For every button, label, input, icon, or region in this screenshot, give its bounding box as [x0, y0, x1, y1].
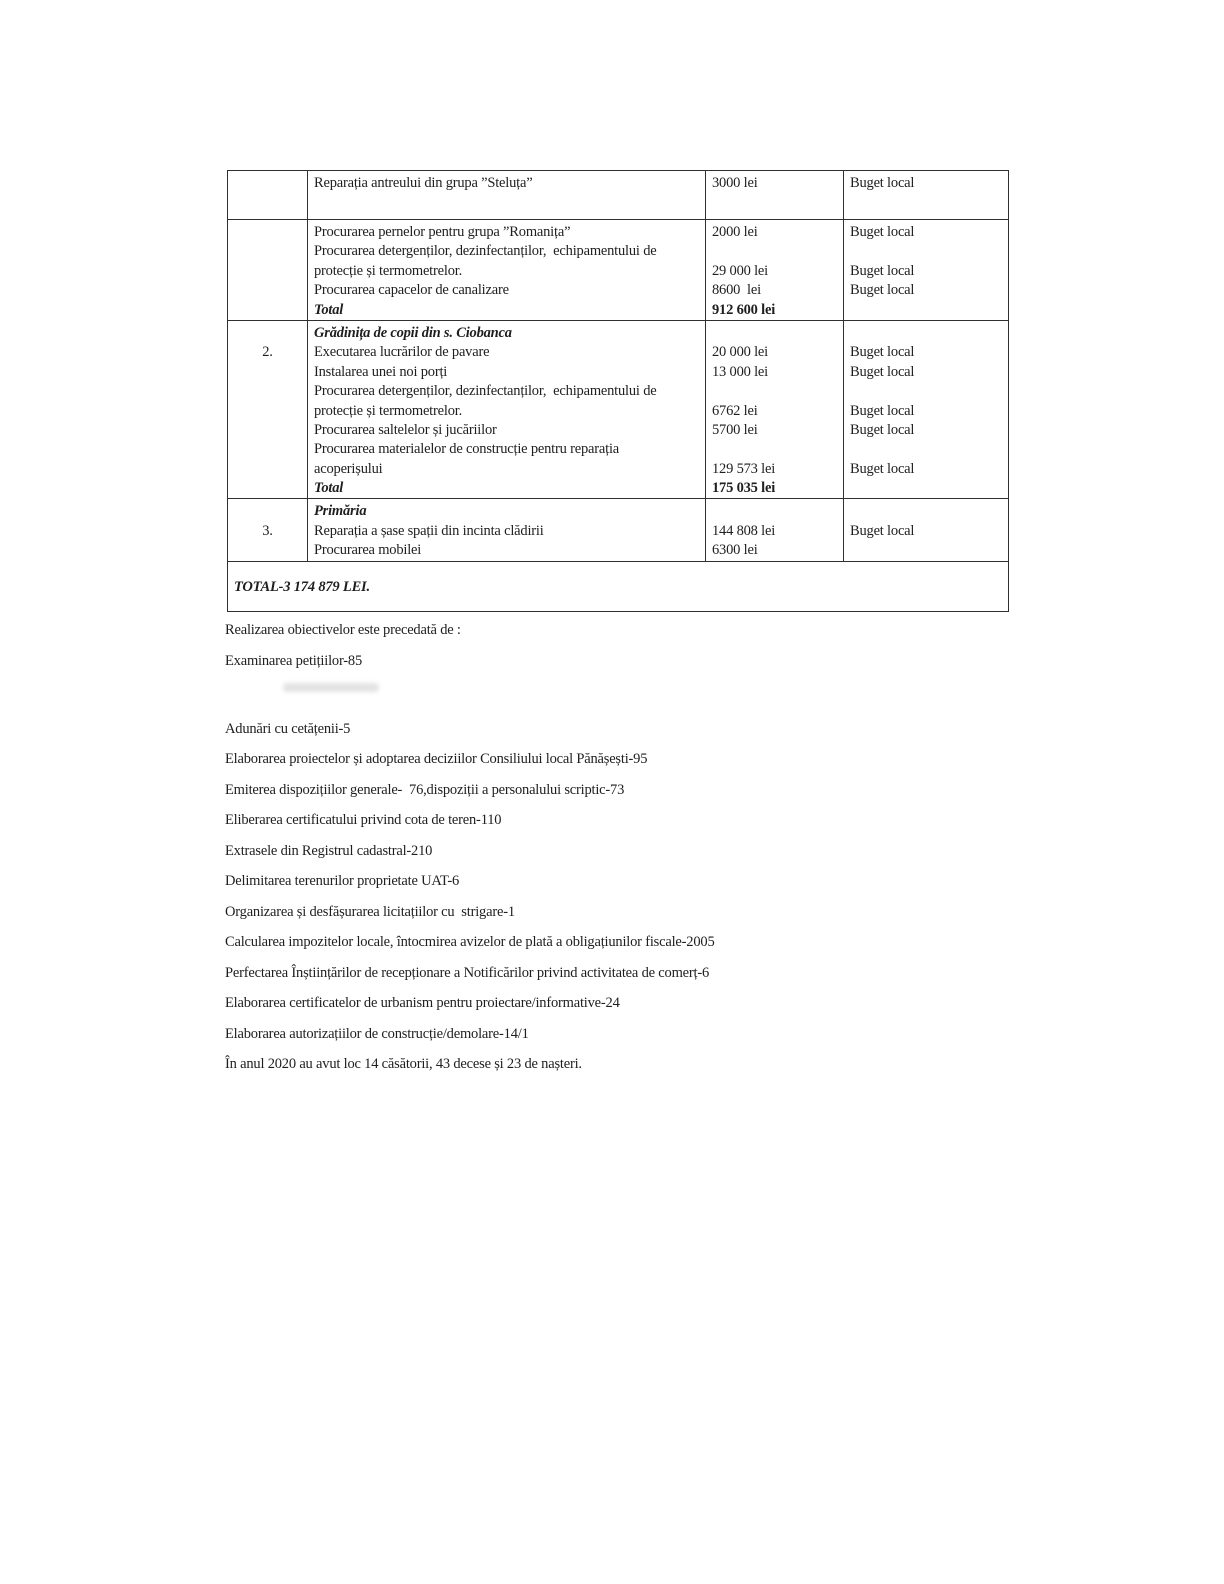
description-line: Procurarea capacelor de canalizare	[314, 282, 509, 299]
total-amount-line: 912 600 lei	[712, 301, 776, 318]
amount-line: 29 000 lei	[712, 262, 768, 279]
amount-line: 13 000 lei	[712, 363, 768, 380]
source-line	[850, 440, 1002, 459]
section-title-line: Grădinița de copii din s. Ciobanca	[314, 324, 512, 341]
source-line: Buget local	[850, 460, 915, 477]
amount-line: 5700 lei	[712, 421, 758, 438]
total-amount-line: 175 035 lei	[712, 480, 776, 497]
row-number-cell	[228, 171, 308, 220]
amount-cell	[706, 171, 844, 220]
paragraph-line: Realizarea obiectivelor este precedată de :	[225, 622, 461, 638]
amount-line: 8600 lei	[712, 282, 761, 299]
source-line	[850, 301, 1002, 320]
description-line: Procurarea saltelelor și jucăriilor	[314, 421, 497, 438]
description-line: protecție și termometrelor.	[314, 402, 463, 419]
table-row	[228, 220, 1009, 321]
paragraph-line: Emiterea dispozițiilor generale- 76,dispoziții a personalului scriptic-73	[225, 781, 625, 798]
amount-cell	[706, 220, 844, 321]
table-row	[228, 171, 1009, 220]
source-line	[850, 479, 1002, 498]
source-line: Buget local	[850, 402, 915, 419]
paragraph-line: Delimitarea terenurilor proprietate UAT-6	[225, 873, 460, 889]
amount-line	[712, 242, 837, 261]
source-line: Buget local	[850, 522, 915, 539]
paragraph-line: Elaborarea autorizațiilor de construcție/demolare-14/1	[225, 1025, 529, 1042]
source-line	[850, 541, 1002, 560]
amount-cell	[706, 499, 844, 561]
grand-total-cell	[228, 561, 1009, 611]
paragraph-line: Adunări cu cetățenii-5	[225, 720, 351, 737]
source-line: Buget local	[850, 344, 915, 361]
paragraph-line: Organizarea și desfășurarea licitațiilor cu strigare-1	[225, 903, 515, 920]
source-line: Buget local	[850, 282, 915, 299]
source-line	[850, 502, 1002, 521]
description-line: Procurarea detergenților, dezinfectanților, echipamentului de	[314, 383, 657, 400]
paragraph-line: Eliberarea certificatului privind cota de teren-110	[225, 812, 502, 828]
amount-cell	[706, 320, 844, 499]
row-number-cell	[228, 320, 308, 499]
source-line: Buget local	[850, 175, 915, 191]
paragraph-line: Perfectarea Înștiințărilor de recepționare a Notificărilor privind activitatea de comerț-6	[225, 964, 710, 981]
amount-line: 6762 lei	[712, 402, 758, 419]
paragraph-line: Examinarea petițiilor-85	[225, 652, 363, 669]
row-number-cell	[228, 499, 308, 561]
amount-line: 20 000 lei	[712, 344, 768, 361]
description-cell	[308, 220, 706, 321]
source-line	[850, 242, 1002, 261]
row-number: 2.	[262, 344, 273, 361]
table-total-row	[228, 561, 1009, 611]
row-number	[234, 174, 301, 193]
description-line: Instalarea unei noi porți	[314, 363, 448, 380]
paragraph-line: Extrasele din Registrul cadastral-210	[225, 842, 433, 859]
row-number: 3.	[262, 522, 273, 539]
amount-line: 2000 lei	[712, 224, 758, 240]
amount-line	[712, 324, 837, 343]
amount-line	[712, 382, 837, 401]
source-line: Buget local	[850, 363, 915, 380]
paragraph-line: În anul 2020 au avut loc 14 căsătorii, 43 decese și 23 de nașteri.	[225, 1056, 582, 1072]
amount-line	[712, 502, 837, 521]
description-line: Procurarea detergenților, dezinfectanților, echipamentului de	[314, 243, 657, 260]
total-label-line: Total	[314, 480, 344, 497]
source-line	[850, 324, 1002, 343]
paragraph-line: Calcularea impozitelor locale, întocmirea avizelor de plată a obligațiunilor fiscale-2005	[225, 934, 715, 950]
description-cell	[308, 171, 706, 220]
row-number	[234, 324, 301, 343]
report-text-block	[225, 620, 1055, 1085]
description-cell	[308, 499, 706, 561]
source-line: Buget local	[850, 421, 915, 438]
funding-source-cell	[844, 220, 1009, 321]
funding-source-cell	[844, 171, 1009, 220]
total-label-line: Total	[314, 301, 344, 318]
table-row	[228, 320, 1009, 499]
paragraph-line: Elaborarea proiectelor și adoptarea deciziilor Consiliului local Pănășești-95	[225, 751, 648, 767]
paragraph-line: Elaborarea certificatelor de urbanism pentru proiectare/informative-24	[225, 995, 620, 1011]
amount-line	[712, 440, 837, 459]
description-line: Reparația antreului din grupa ”Steluța”	[314, 175, 533, 191]
description-line: Reparația a șase spații din incinta clădirii	[314, 522, 544, 539]
budget-table	[227, 170, 1009, 612]
grand-total-text: TOTAL-3 174 879 LEI.	[234, 578, 370, 595]
row-number-cell	[228, 220, 308, 321]
funding-source-cell	[844, 499, 1009, 561]
description-cell	[308, 320, 706, 499]
source-line: Buget local	[850, 262, 915, 279]
row-number	[234, 223, 301, 242]
source-line: Buget local	[850, 224, 915, 240]
amount-line: 3000 lei	[712, 175, 758, 191]
description-line: Executarea lucrărilor de pavare	[314, 344, 490, 361]
description-line: acoperișului	[314, 460, 383, 477]
table-row	[228, 499, 1009, 561]
description-line: Procurarea mobilei	[314, 542, 422, 559]
description-line: Procurarea pernelor pentru grupa ”Romanița”	[314, 224, 571, 240]
row-number	[234, 502, 301, 521]
amount-line: 144 808 lei	[712, 522, 776, 539]
amount-line: 129 573 lei	[712, 460, 776, 477]
source-line	[850, 382, 1002, 401]
section-title-line: Primăria	[314, 503, 367, 520]
amount-line: 6300 lei	[712, 542, 758, 559]
description-line: protecție și termometrelor.	[314, 262, 463, 279]
funding-source-cell	[844, 320, 1009, 499]
description-line: Procurarea materialelor de construcție pentru reparația	[314, 441, 620, 458]
